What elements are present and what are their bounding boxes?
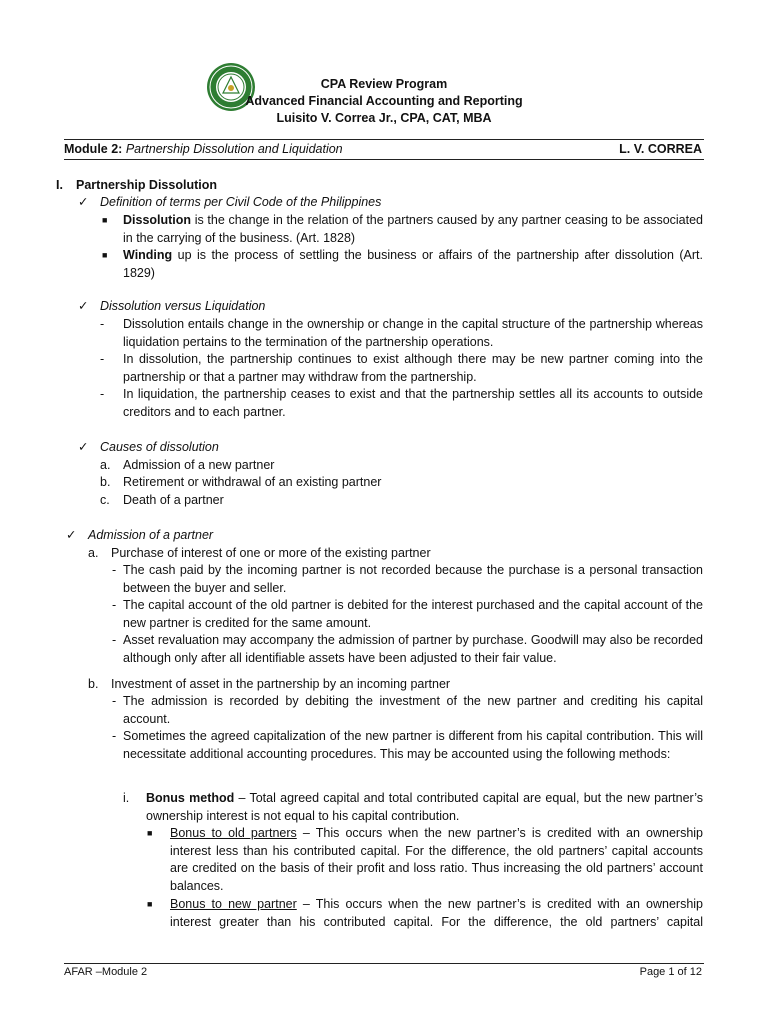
header-rule-top [64, 139, 704, 140]
list-marker: a. [88, 546, 99, 560]
admission-heading: Admission of a partner [88, 528, 214, 542]
causes-heading: Causes of dissolution [100, 440, 219, 454]
dash-bullet: - [112, 694, 117, 708]
definition-dissolution: Dissolution is the change in the relation of the partners caused by any partner ceasing to be associated in the carrying of the business. (Art. 1828) [123, 213, 703, 245]
cause-item: Admission of a new partner [123, 458, 275, 472]
footer-left: AFAR –Module 2 [64, 966, 148, 978]
section-numeral: I. [56, 178, 63, 192]
check-icon: ✓ [78, 440, 89, 454]
cause-item: Retirement or withdrawal of an existing partner [123, 475, 382, 489]
versus-heading: Dissolution versus Liquidation [100, 299, 266, 313]
square-bullet-icon: ■ [102, 250, 108, 260]
list-marker: b. [100, 475, 111, 489]
square-bullet-icon: ■ [102, 215, 108, 225]
subject-title: Advanced Financial Accounting and Reporting [245, 94, 523, 108]
bonus-new-partner: Bonus to new partner – This occurs when the new partner’s is credited with an ownership interest greater than his contributed capital. For the difference, the old partners’ capital [170, 897, 704, 929]
dash-bullet: - [112, 598, 117, 612]
versus-item: In dissolution, the partnership continues to exist although there may be new partner coming into the partnership or that a partner may withdraw from the partnership. [123, 352, 703, 384]
dash-bullet: - [100, 387, 105, 401]
check-icon: ✓ [66, 528, 77, 542]
dash-bullet: - [100, 317, 105, 331]
dash-bullet: - [112, 633, 117, 647]
square-bullet-icon: ■ [147, 828, 153, 838]
section-title: Partnership Dissolution [76, 178, 217, 192]
purchase-heading: Purchase of interest of one or more of the existing partner [111, 546, 431, 560]
module-title: Partnership Dissolution and Liquidation [125, 142, 343, 156]
module-bar [64, 142, 704, 156]
investment-item: Sometimes the agreed capitalization of the new partner is different from his capital contribution. This will necessitate additional accounting procedures. This may be accounted using the following methods: [123, 729, 703, 761]
dash-bullet: - [112, 729, 117, 743]
check-icon: ✓ [78, 195, 89, 209]
check-icon: ✓ [78, 299, 89, 313]
module-author: L. V. CORREA [619, 142, 702, 156]
definition-winding: Winding up is the process of settling the business or affairs of the partnership after dissolution (Art. 1829) [123, 248, 703, 280]
purchase-item: The cash paid by the incoming partner is not recorded because the purchase is a personal transaction between the buyer and seller. [123, 563, 703, 595]
investment-heading: Investment of asset in the partnership by an incoming partner [111, 677, 451, 691]
purchase-item: Asset revaluation may accompany the admission of partner by purchase. Goodwill may also be recorded although only after all identifiable assets have been adjusted to their fair value. [123, 633, 703, 665]
investment-item: The admission is recorded by debiting the investment of the new partner and crediting his capital account. [123, 694, 703, 726]
list-marker: b. [88, 677, 99, 691]
module-label: Module 2: [64, 142, 123, 156]
header-rule-bottom [64, 159, 704, 160]
versus-item: Dissolution entails change in the ownership or change in the capital structure of the partnership whereas liquidation pertains to the termination of the partnership operations. [123, 317, 703, 349]
dash-bullet: - [112, 563, 117, 577]
bonus-old-partners: Bonus to old partners – This occurs when the new partner’s is credited with an ownership interest less than his contributed capital. For the difference, the old partners’ capital accounts are credited on the basis of their profit and loss ratio. Thus increasing the old partners’ account balances. [170, 826, 704, 893]
footer-rule [64, 963, 704, 964]
purchase-item: The capital account of the old partner is debited for the interest purchased and the capital account of the new partner is credited for the same amount. [123, 598, 703, 630]
page-number: Page 1 of 12 [639, 966, 702, 978]
bonus-method: Bonus method – Total agreed capital and total contributed capital are equal, but the new partner’s ownership interest is not equal to his capital contribution. [146, 791, 703, 823]
program-title: CPA Review Program [320, 77, 448, 91]
square-bullet-icon: ■ [147, 899, 153, 909]
list-marker: i. [123, 791, 130, 805]
cause-item: Death of a partner [123, 493, 224, 507]
dash-bullet: - [100, 352, 105, 366]
list-marker: a. [100, 458, 111, 472]
list-marker: c. [100, 493, 110, 507]
versus-item: In liquidation, the partnership ceases to exist and that the partnership settles all its accounts to outside creditors and to each partner. [123, 387, 703, 419]
definitions-heading: Definition of terms per Civil Code of the Philippines [100, 195, 382, 209]
author-line: Luisito V. Correa Jr., CPA, CAT, MBA [276, 111, 492, 125]
